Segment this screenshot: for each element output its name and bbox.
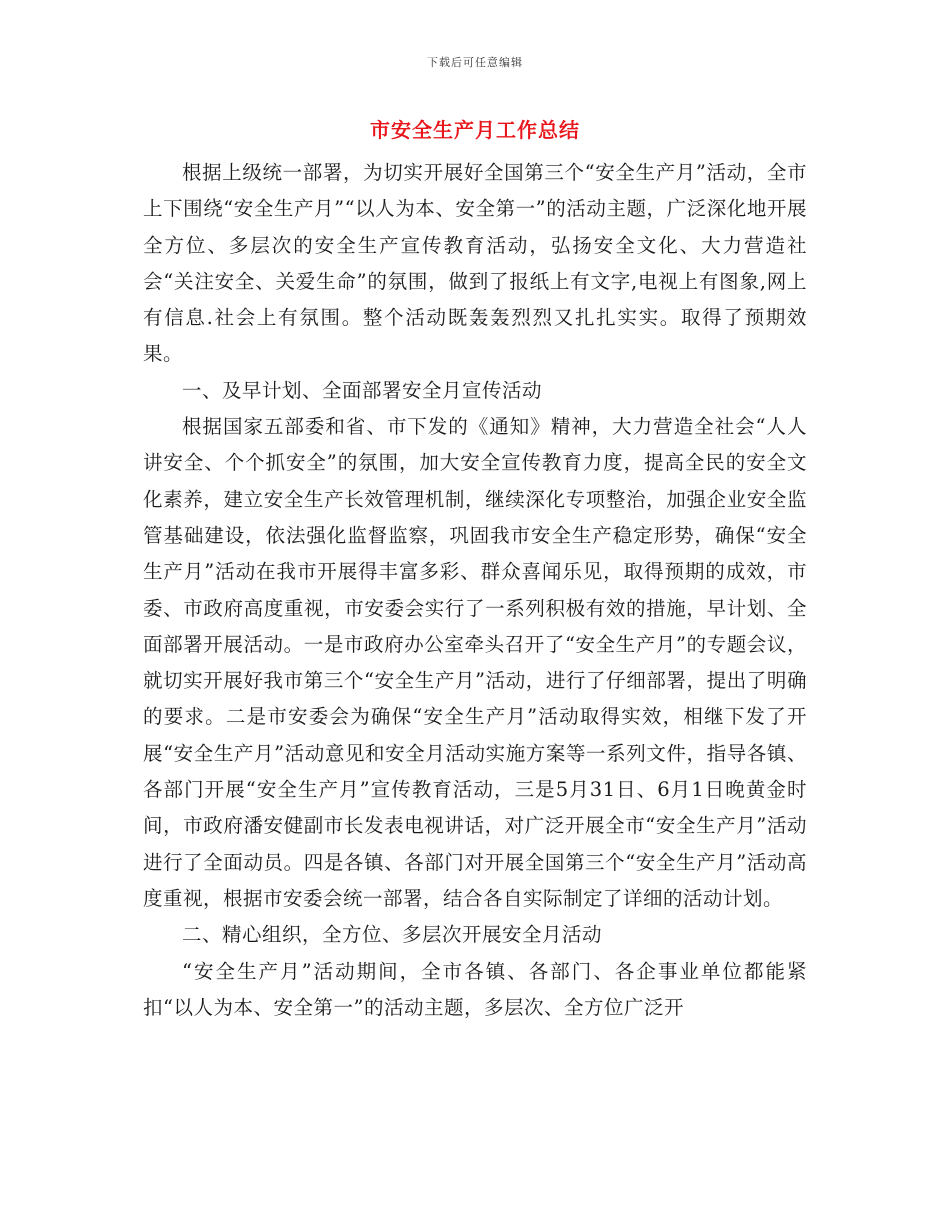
- header-note: 下载后可任意编辑: [427, 56, 523, 69]
- section-heading-1: 一、及早计划、全面部署安全月宣传活动: [182, 378, 543, 402]
- document-title: 市安全生产月工作总结: [370, 118, 580, 142]
- document-body: [143, 155, 807, 1026]
- section-heading-2: 二、精心组织，全方位、多层次开展安全月活动: [182, 923, 603, 947]
- paragraph-intro: 根据上级统一部署，为切实开展好全国第三个“安全生产月”活动，全市上下围绕“安全生产月”“以人为本、安全第一”的活动主题，广泛深化地开展全方位、多层次的安全生产宣传教育活动，弘扬安全文化、大力营造社会“关注安全、关爱生命”的氛围，做到了报纸上有文字,电视上有图象,网上有信息.社会上有氛围。整个活动既轰轰烈烈又扎扎实实。取得了预期效果。: [143, 161, 807, 366]
- paragraph-section-1: 根据国家五部委和省、市下发的《通知》精神，大力营造全社会“人人讲安全、个个抓安全”的氛围，加大安全宣传教育力度，提高全民的安全文化素养，建立安全生产长效管理机制，继续深化专项整治，加强企业安全监管基础建设，依法强化监督监察，巩固我市安全生产稳定形势，确保“安全生产月”活动在我市开展得丰富多彩、群众喜闻乐见，取得预期的成效，市委、市政府高度重视，市安委会实行了一系列积极有效的措施，早计划、全面部署开展活动。一是市政府办公室牵头召开了“安全生产月”的专题会议，就切实开展好我市第三个“安全生产月”活动，进行了仔细部署，提出了明确的要求。二是市安委会为确保“安全生产月”活动取得实效，相继下发了开展“安全生产月”活动意见和安全月活动实施方案等一系列文件，指导各镇、各部门开展“安全生产月”宣传教育活动，三是5月31日、6月1日晚黄金时间，市政府潘安健副市长发表电视讲话，对广泛开展全市“安全生产月”活动进行了全面动员。四是各镇、各部门对开展全国第三个“安全生产月”活动高度重视，根据市安委会统一部署，结合各自实际制定了详细的活动计划。: [143, 415, 807, 910]
- paragraph-section-2: “安全生产月”活动期间，全市各镇、各部门、各企事业单位都能紧扣“以人为本、安全第一”的活动主题，多层次、全方位广泛开: [143, 959, 807, 1019]
